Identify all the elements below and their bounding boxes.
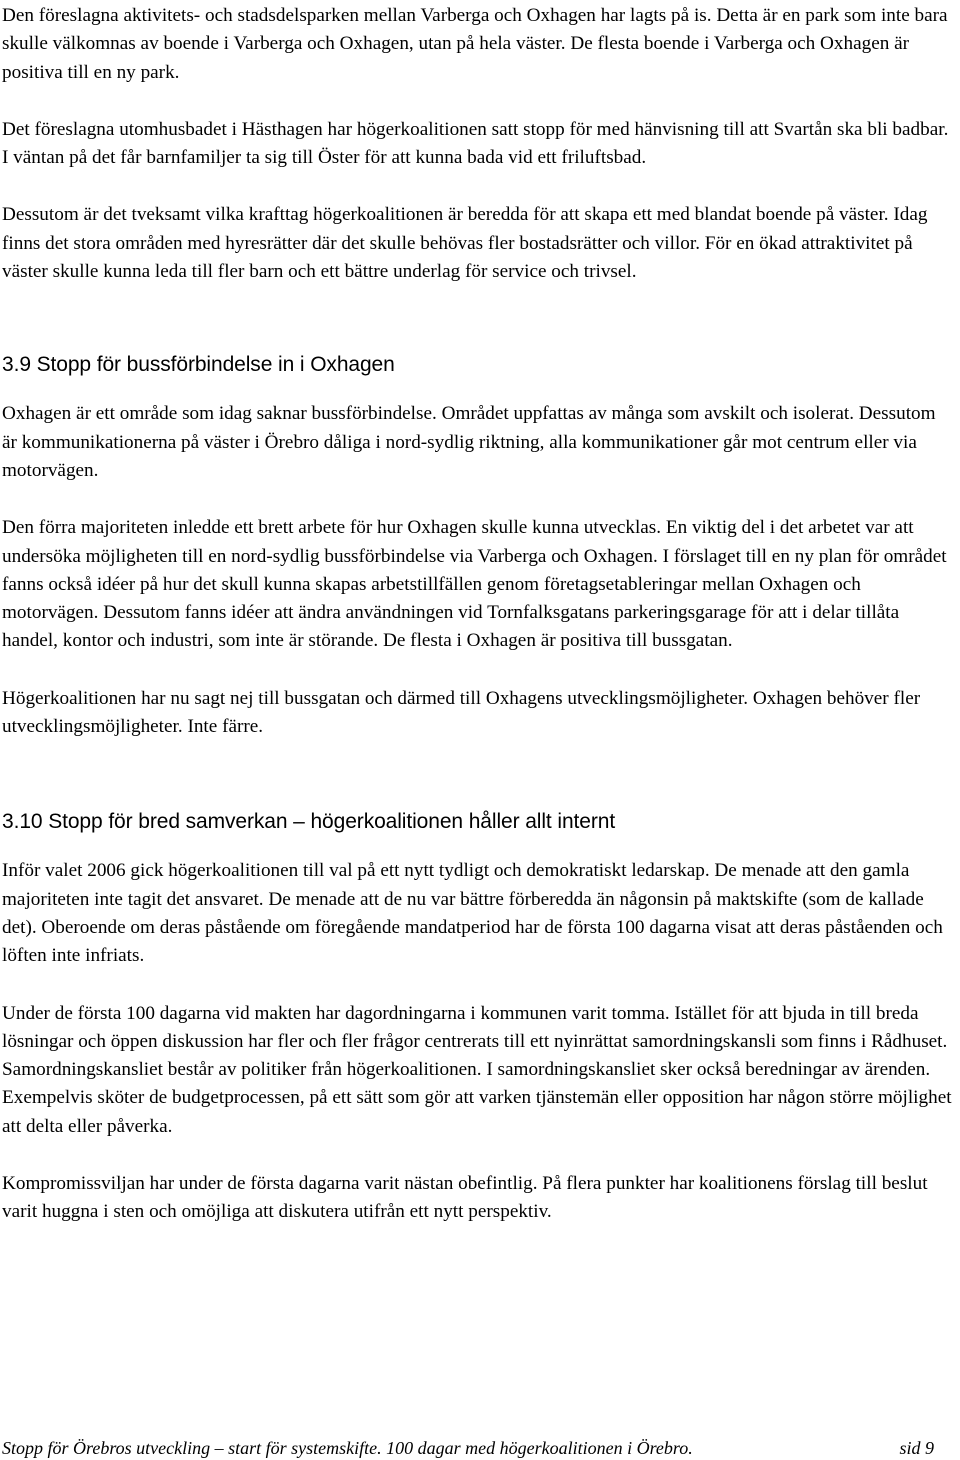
paragraph-utomhusbad: Det föreslagna utomhusbadet i Hästhagen har högerkoalitionen satt stopp för med hänvisning till att Svartån ska bli badbar. I väntan på det får barnfamiljer ta sig till Öster för att kunna bada vid ett friluftsbad. (2, 118, 949, 169)
paragraph-park: Den föreslagna aktivitets- och stadsdelsparken mellan Varberga och Oxhagen har lagts på is. Detta är en park som inte bara skulle välkomnas av boende i Varberga och Oxhagen, utan på hela väster. De flesta boende i Varberga och Oxhagen är positiva till en ny park. (2, 5, 948, 83)
section-heading-3-10: 3.10 Stopp för bred samverkan – högerkoalitionen håller allt internt (2, 810, 616, 834)
paragraph-forra-majoriteten: Den förra majoriteten inledde ett brett arbete för hur Oxhagen skulle kunna utvecklas. En viktig del i det arbetet var att undersöka möjligheten till en nord-sydlig bussförbindelse via Varberga och Oxhagen. I förslaget till en ny plan för området fanns också idéer på hur det skull kunna skapas arbetstillfällen genom företagsetableringar mellan Oxhagen och motorvägen. Dessutom fanns idéer att ändra användningen vid Tornfalksgatans parkeringsgarage för att i delar tillåta handel, kontor och industri, som inte är störande. De flesta i Oxhagen är positiva till bussgatan. (2, 517, 947, 652)
paragraph-oxhagen-buss: Oxhagen är ett område som idag saknar bussförbindelse. Området uppfattas av många som avskilt och isolerat. Dessutom är kommunikationerna på väster i Örebro dåliga i nord-sydlig riktning, alla kommunikationer går mot centrum eller via motorvägen. (2, 403, 936, 481)
section-heading-3-9: 3.9 Stopp för bussförbindelse in i Oxhagen (2, 353, 395, 377)
paragraph-nej-bussgatan: Högerkoalitionen har nu sagt nej till bussgatan och därmed till Oxhagens utvecklingsmöjligheter. Oxhagen behöver fler utvecklingsmöjligheter. Inte färre. (2, 687, 921, 738)
section-spacer (2, 770, 952, 808)
paragraph-100-dagarna: Under de första 100 dagarna vid makten har dagordningarna i kommunen varit tomma. Istället för att bjuda in till breda lösningar och öppen diskussion har fler och fler frågor centrerats till ett nyinrättat samordningskansli som finns i Rådhuset. Samordningskansliet består av politiker från högerkoalitionen. I samordningskansliet sker också beredningar av ärenden. Exempelvis sköter de budgetprocessen, på ett sätt som gör att varken tjänstemän eller opposition har någon större möjlighet att delta eller påverka. (2, 1002, 952, 1137)
page-content (2, 2, 952, 1256)
section-spacer (2, 315, 952, 351)
footer-page-number: sid 9 (899, 1438, 934, 1458)
paragraph-valet-2006: Inför valet 2006 gick högerkoalitionen till val på ett nytt tydligt och demokratiskt ledarskap. De menade att den gamla majoriteten inte tagit det ansvaret. De menade att de nu var bättre förberedda än någonsin på maktskifte (som de kallade det). Oberoende om deras påstående om föregående mandatperiod har de första 100 dagarna visat att deras påståenden och löften inte infriats. (2, 860, 943, 967)
footer-title: Stopp för Örebros utveckling – start för systemskifte. 100 dagar med högerkoalitionen i Örebro. (2, 1438, 693, 1458)
paragraph-blandat-boende: Dessutom är det tveksamt vilka krafttag högerkoalitionen är beredda för att skapa ett med blandat boende på väster. Idag finns det stora områden med hyresrätter där det skulle behövas fler bostadsrätter och villor. För en ökad attraktivitet på väster skulle kunna leda till fler barn och ett bättre underlag för service och trivsel. (2, 204, 928, 283)
paragraph-kompromissvilja: Kompromissviljan har under de första dagarna varit nästan obefintlig. På flera punkter har koalitionens förslag till beslut varit huggna i sten och omöjliga att diskutera utifrån ett nytt perspektiv. (2, 1173, 928, 1223)
page-footer (2, 1437, 934, 1459)
